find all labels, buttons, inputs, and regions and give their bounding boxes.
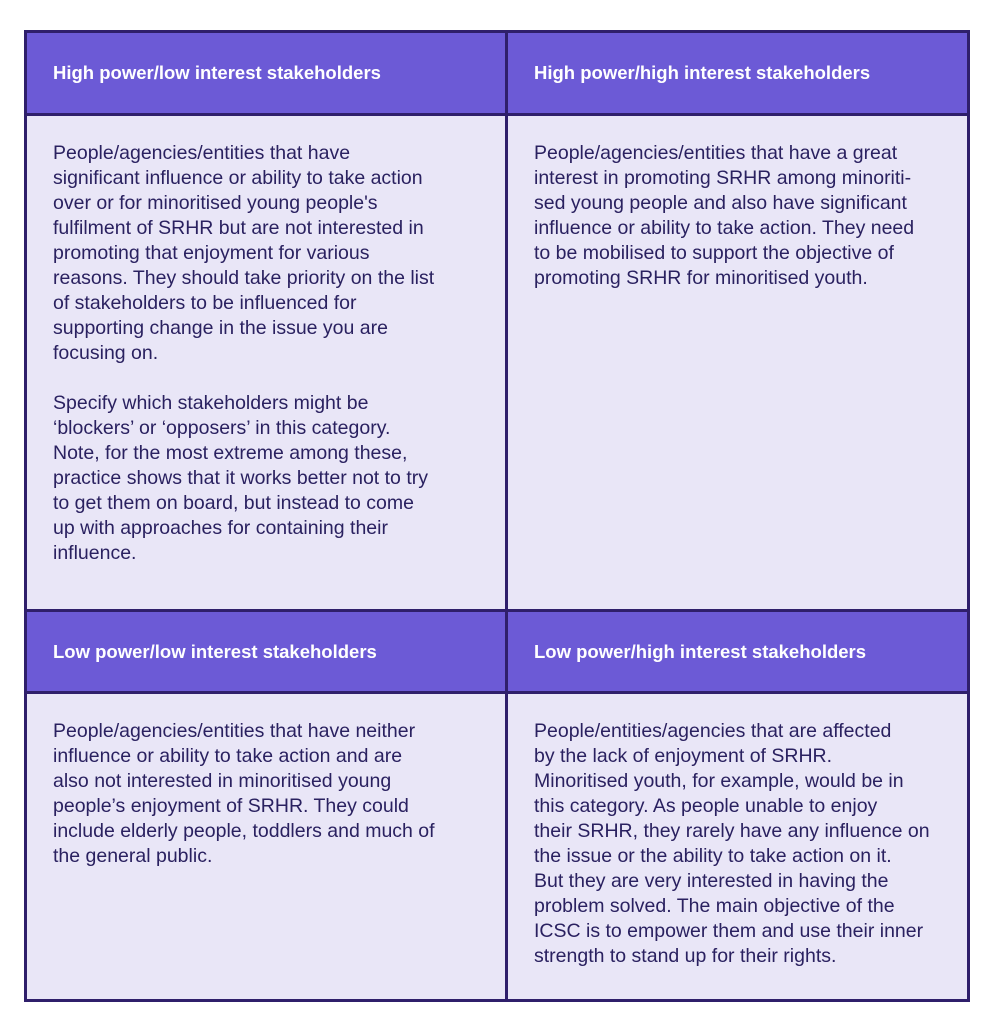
quadrant-header-low-power-low-interest	[27, 612, 508, 694]
stakeholder-matrix	[24, 30, 970, 1002]
quadrant-header-low-power-high-interest	[508, 612, 967, 694]
quadrant-header-high-power-high-interest	[508, 33, 967, 116]
quadrant-paragraph: People/entities/agencies that are affected by the lack of enjoyment of SRHR. Minoritised youth, for example, would be in this category. As people unable to enjoy their SRHR, they rarely have any influence on the issue or the ability to take action on it. But they are very interested in having the problem solved. The main objective of the ICSC is to empower them and use their inner strength to stand up for their rights.	[534, 720, 930, 967]
quadrant-paragraph: People/agencies/entities that have significant influence or ability to take action over or for minoritised young people's fulfilment of SRHR but are not interested in promoting that enjoyment for various reasons. They should take priority on the list of stakeholders to be influenced for supporting change in the issue you are focusing on.	[53, 142, 435, 364]
quadrant-body-high-power-high-interest	[508, 116, 967, 612]
quadrant-header-high-power-low-interest	[27, 33, 508, 116]
quadrant-body-low-power-low-interest	[27, 694, 508, 999]
quadrant-paragraph: Specify which stakeholders might be ‘blockers’ or ‘opposers’ in this category. Note, for the most extreme among these, practice shows that it works better not to try to get them on board, but instead to come up with approaches for containing their influence.	[53, 392, 428, 564]
quadrant-title: High power/low interest stakeholders	[53, 62, 381, 83]
quadrant-paragraph: People/agencies/entities that have a great interest in promoting SRHR among minoriti- sed young people and also have significant influence or ability to take action. They need to be mobilised to support the objective of promoting SRHR for minoritised youth.	[534, 142, 915, 289]
quadrant-paragraph: People/agencies/entities that have neither influence or ability to take action and are also not interested in minoritised young people’s enjoyment of SRHR. They could include elderly people, toddlers and much of the general public.	[53, 720, 435, 867]
quadrant-body-low-power-high-interest	[508, 694, 967, 999]
quadrant-title: Low power/high interest stakeholders	[534, 640, 867, 662]
quadrant-body-high-power-low-interest	[27, 116, 508, 612]
quadrant-title: High power/high interest stakeholders	[534, 62, 871, 83]
quadrant-title: Low power/low interest stakeholders	[53, 640, 377, 662]
